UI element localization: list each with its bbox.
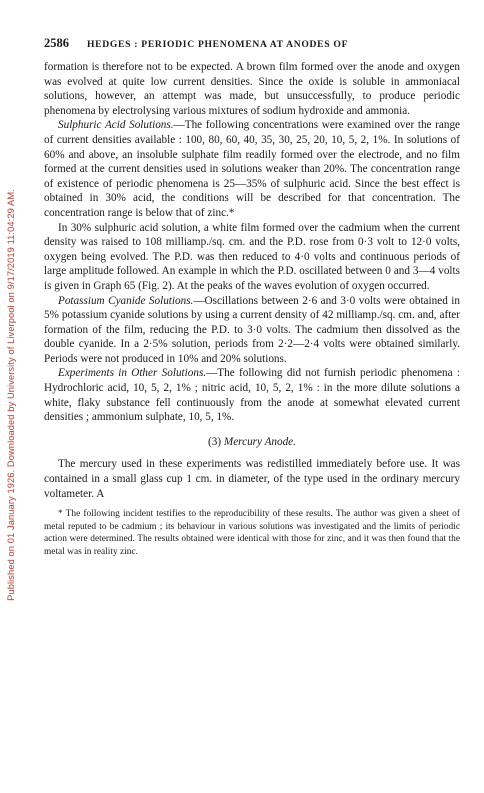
running-head: HEDGES : PERIODIC PHENOMENA AT ANODES OF xyxy=(87,39,349,50)
potassium-cyanide-text: —Oscillations between 2·6 and 3·0 volts were obtained in 5% potassium cyanide solutions by using a current density of 42 milliamp./sq. cm. and, after formation of the film, reducing the P.D. to 3·0 volts. The cadmium then dissolved as the double cyanide. In a 2·5% solution, periods from 2·2—2·4 volts were obtained similarly. Periods were not produced in 10% and 20% solutions. xyxy=(44,294,460,365)
sulphuric-acid-text: —The following concentrations were examined over the range of current densities available : 100, 80, 60, 40, 35, 30, 25, 20, 10, 5, 2, 1%. In solutions of 60% and above, an insoluble sulphate film readily formed over the electrode, and no film formed at the current densities used in solutions weaker than 20%. The concentration range of existence of periodic phenomena is 25—35% of sulphuric acid. Since the best effect is obtained in 30% acid, the conditions will be described for that concentration. The concentration range is below that of zinc.* xyxy=(44,119,461,219)
download-watermark-text: Published on 01 January 1926. Downloaded by University of Liverpool on 9/17/2019 11:04:29 AM. xyxy=(6,189,16,601)
paragraph-other-solutions xyxy=(44,366,460,424)
paragraph-mercury-anode: The mercury used in these experiments was redistilled immediately before use. It was contained in a small glass cup 1 cm. in diameter, of the type used in the ordinary mercury voltameter. A xyxy=(44,458,460,500)
paragraph-oxide-solubility: formation is therefore not to be expected. A brown film formed over the anode and oxygen was evolved at quite low current densities. Since the oxide is soluble in ammoniacal solutions, however, an attempt was made, but unsuccessfully, to produce periodic phenomena by electrolysing various mixtures of sodium hydroxide and ammonia. xyxy=(44,61,460,117)
sulphuric-acid-heading: Sulphuric Acid Solutions. xyxy=(58,119,174,132)
section-title: Mercury Anode. xyxy=(223,435,296,448)
paragraph-30-percent-acid: In 30% sulphuric acid solution, a white film formed over the cadmium when the current density was raised to 108 milliamp./sq. cm. and the P.D. rose from 0·3 volt to 12·0 volts, oxygen being evolved. The P.D. was then reduced to 4·0 volts and continuous periods of large amplitude followed. An example in which the P.D. oscillated between 0 and 3—4 volts is given in Graph 65 (Fig. 2). At the peaks of the waves evolution of oxygen occurred. xyxy=(44,221,460,292)
paragraph-potassium-cyanide xyxy=(44,294,460,367)
other-solutions-heading: Experiments in Other Solutions. xyxy=(58,367,207,380)
footnote-text: * The following incident testifies to the reproducibility of these results. The author was given a sheet of metal reputed to be cadmium ; its behaviour in various solutions was investigated and the limits of periodic action were determined. The results obtained were identical with those for zinc, and it was then found that the metal was in reality zinc. xyxy=(44,509,460,557)
download-watermark xyxy=(0,0,22,793)
journal-page xyxy=(44,36,460,559)
paragraph-sulphuric-acid xyxy=(44,118,460,220)
page-header xyxy=(44,36,460,56)
page-number: 2586 xyxy=(44,36,69,50)
section-heading-mercury xyxy=(44,435,460,450)
potassium-cyanide-heading: Potassium Cyanide Solutions. xyxy=(58,294,194,307)
section-number: (3) xyxy=(208,435,222,448)
other-solutions-text: —The following did not furnish periodic phenomena : Hydrochloric acid, 10, 5, 2, 1% ; nitric acid, 10, 5, 2, 1% : in the more dilute solutions a white, flaky substance fell continuously from the anode at somewhat elevated current densities ; ammonium sulphate, 10, 5, 1%. xyxy=(44,367,460,424)
footnote xyxy=(44,508,460,558)
